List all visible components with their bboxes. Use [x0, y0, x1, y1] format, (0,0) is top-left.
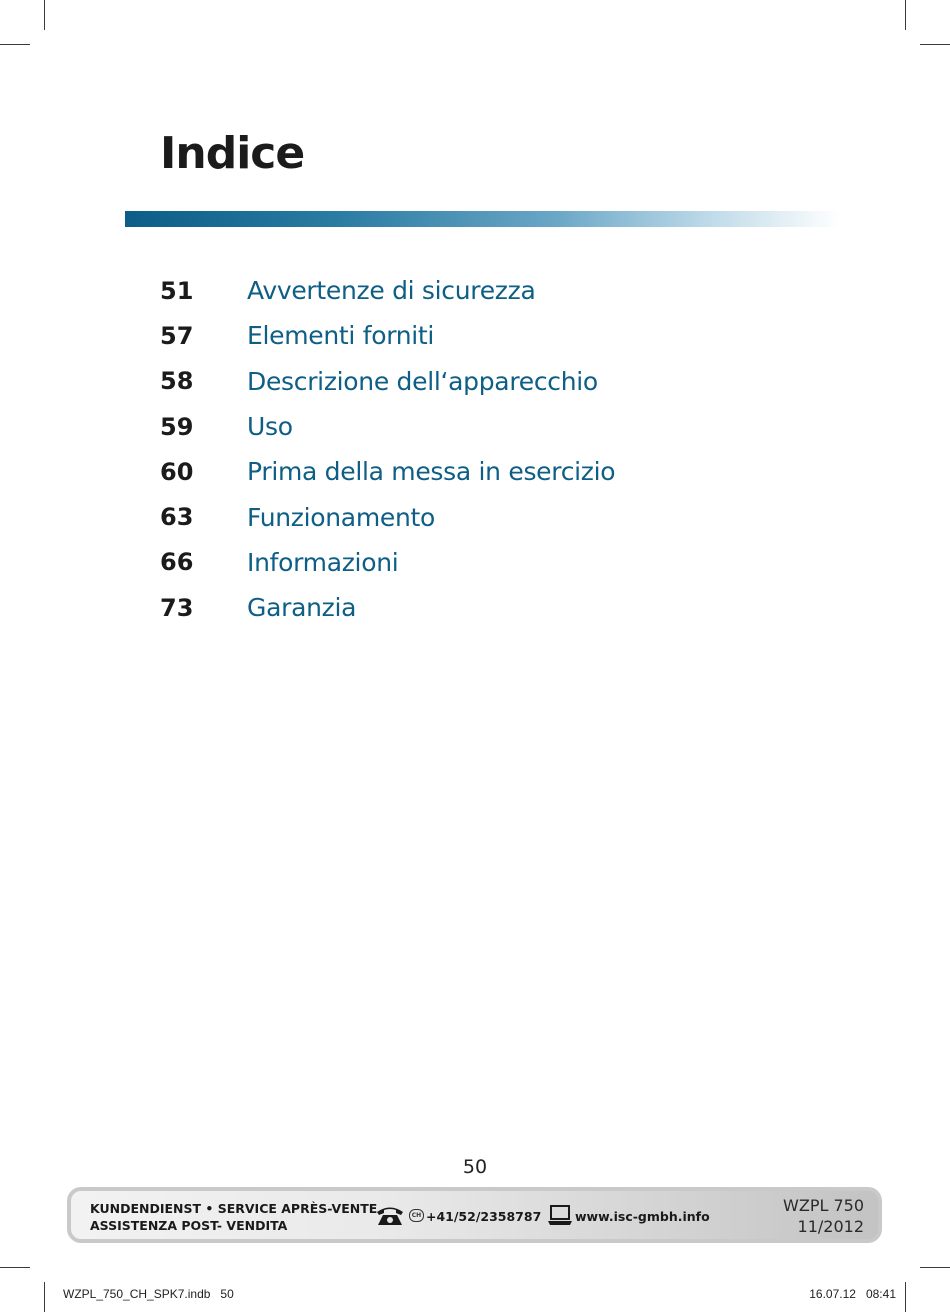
laptop-icon	[547, 1204, 573, 1230]
toc-label: Informazioni	[247, 547, 399, 577]
model-name: WZPL 750	[783, 1196, 864, 1215]
toc-page-number: 59	[160, 412, 194, 441]
page-title: Indice	[160, 128, 305, 179]
toc-entry[interactable]	[160, 449, 615, 494]
toc-entry[interactable]	[160, 585, 615, 630]
print-slug-timestamp: 16.07.12 08:41	[809, 1287, 896, 1301]
toc-entry[interactable]	[160, 268, 615, 313]
crop-mark	[44, 0, 45, 30]
print-slug-file: WZPL_750_CH_SPK7.indb 50	[63, 1287, 234, 1301]
crop-mark	[920, 1267, 950, 1268]
crop-mark	[0, 44, 30, 45]
website-link[interactable]: www.isc-gmbh.info	[575, 1209, 710, 1224]
toc-label: Garanzia	[247, 593, 357, 623]
crop-mark	[905, 0, 906, 30]
table-of-contents	[160, 268, 615, 630]
toc-page-number: 73	[160, 593, 194, 622]
toc-page-number: 57	[160, 321, 194, 350]
phone-number[interactable]: +41/52/2358787	[426, 1209, 542, 1224]
toc-label: Descrizione dell‘apparecchio	[247, 366, 598, 396]
toc-page-number: 58	[160, 367, 194, 396]
service-line-1: KUNDENDIENST • SERVICE APRÈS-VENTE	[90, 1201, 378, 1216]
model-info	[783, 1195, 864, 1237]
crop-mark	[44, 1282, 45, 1312]
service-footer	[67, 1187, 882, 1243]
toc-label: Prima della messa in esercizio	[247, 457, 616, 487]
toc-entry[interactable]	[160, 313, 615, 358]
toc-entry[interactable]	[160, 359, 615, 404]
crop-mark	[905, 1282, 906, 1312]
title-rule	[125, 211, 840, 227]
crop-mark	[0, 1267, 30, 1268]
service-label	[90, 1200, 377, 1234]
toc-entry[interactable]	[160, 494, 615, 539]
toc-page-number: 63	[160, 503, 194, 532]
country-badge: CH	[409, 1209, 424, 1222]
toc-label: Elementi forniti	[247, 321, 435, 351]
service-line-2: ASSISTENZA POST- VENDITA	[90, 1218, 288, 1233]
toc-entry[interactable]	[160, 404, 615, 449]
toc-page-number: 60	[160, 457, 194, 486]
page-number: 50	[462, 1156, 488, 1178]
model-date: 11/2012	[797, 1217, 864, 1236]
telephone-icon	[375, 1205, 405, 1231]
toc-label: Avvertenze di sicurezza	[247, 276, 536, 306]
toc-label: Uso	[247, 412, 293, 442]
toc-page-number: 51	[160, 276, 194, 305]
toc-entry[interactable]	[160, 540, 615, 585]
crop-mark	[920, 44, 950, 45]
toc-page-number: 66	[160, 548, 194, 577]
toc-label: Funzionamento	[247, 502, 436, 532]
